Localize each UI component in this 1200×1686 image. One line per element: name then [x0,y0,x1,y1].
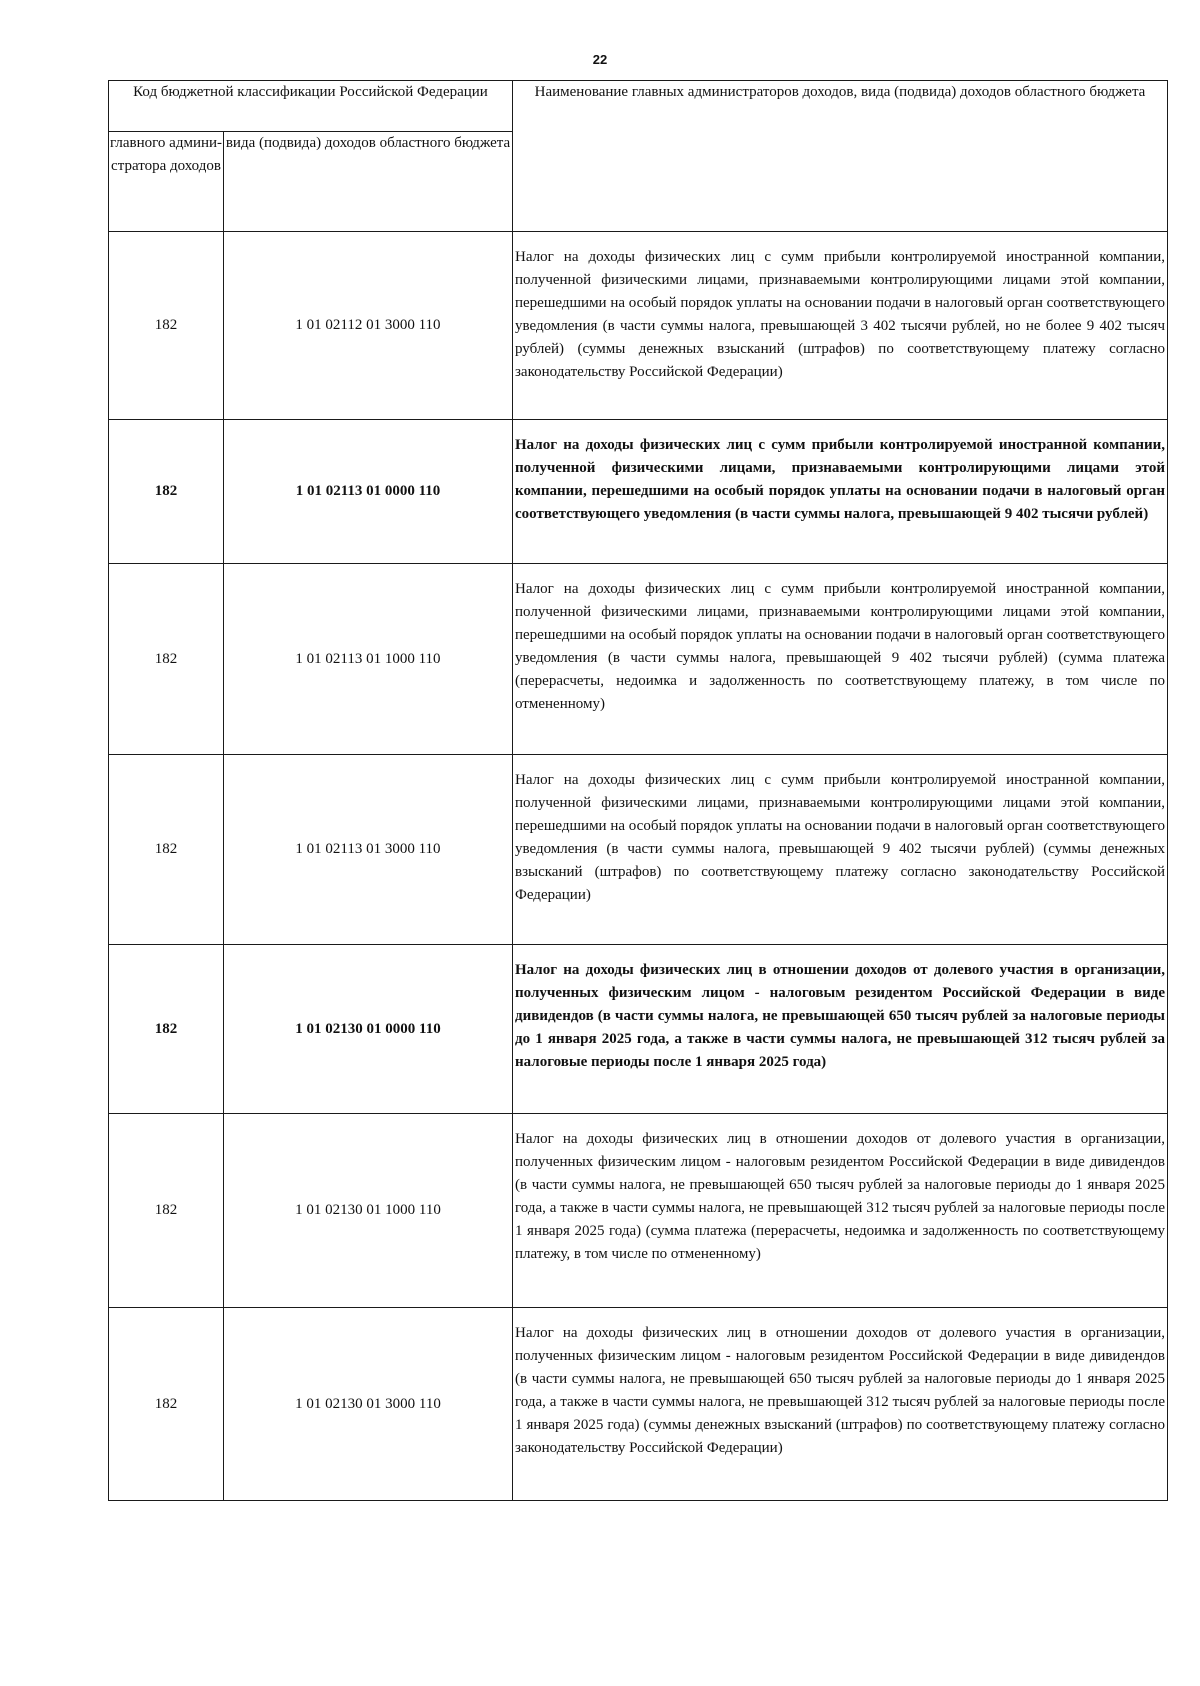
revenue-code-cell: 1 01 02130 01 0000 110 [224,945,513,1114]
page-number: 22 [592,52,608,67]
table-row [109,945,1168,1114]
revenue-code-cell: 1 01 02130 01 3000 110 [224,1308,513,1501]
admin-code-cell: 182 [109,1308,224,1501]
table-body [109,81,1168,1501]
revenue-code-cell: 1 01 02113 01 0000 110 [224,420,513,564]
table-row [109,420,1168,564]
revenue-name-cell: Налог на доходы физических лиц с сумм прибыли контролируемой иностранной компании, полученной физическими лицами, признаваемыми контролирующими лицами этой компании, перешедшими на особый порядок уплаты на основании подачи в налоговый орган соответствующего уведомления (в части суммы налога, превышающей 9 402 тысячи рублей) [513,420,1168,564]
name-header-cell: Наименование главных администраторов доходов, вида (подвида) доходов областного бюджета [513,81,1168,232]
revenue-name-cell: Налог на доходы физических лиц с сумм прибыли контролируемой иностранной компании, полученной физическими лицами, признаваемыми контролирующими лицами этой компании, перешедшими на особый порядок уплаты на основании подачи в налоговый орган соответствующего уведомления (в части суммы налога, превышающей 3 402 тысячи рублей, но не более 9 402 тысяч рублей) (суммы денежных взысканий (штрафов) по соответствующему платежу согласно законодательству Российской Федерации) [513,232,1168,420]
admin-code-cell: 182 [109,755,224,945]
table-row [109,755,1168,945]
admin-code-cell: 182 [109,232,224,420]
admin-header-cell: главного админи-стратора доходов [109,132,224,232]
type-header-cell: вида (подвида) доходов областного бюджета [224,132,513,232]
table-row [109,232,1168,420]
kbk-table [108,80,1168,1501]
revenue-name-cell: Налог на доходы физических лиц в отношении доходов от долевого участия в организации, полученных физическим лицом - налоговым резидентом Российской Федерации в виде дивидендов (в части суммы налога, не превышающей 650 тысяч рублей за налоговые периоды до 1 января 2025 года, а также в части суммы налога, не превышающей 312 тысяч рублей за налоговые периоды после 1 января 2025 года) (сумма платежа (перерасчеты, недоимка и задолженность по соответствующему платежу, в том числе по отмененному) [513,1114,1168,1308]
table-row [109,1114,1168,1308]
header-row [109,81,1168,132]
admin-code-cell: 182 [109,420,224,564]
revenue-name-cell: Налог на доходы физических лиц в отношении доходов от долевого участия в организации, полученных физическим лицом - налоговым резидентом Российской Федерации в виде дивидендов (в части суммы налога, не превышающей 650 тысяч рублей за налоговые периоды до 1 января 2025 года, а также в части суммы налога, не превышающей 312 тысяч рублей за налоговые периоды после 1 января 2025 года) (суммы денежных взысканий (штрафов) по соответствующему платежу согласно законодательству Российской Федерации) [513,1308,1168,1501]
revenue-code-cell: 1 01 02113 01 3000 110 [224,755,513,945]
revenue-name-cell: Налог на доходы физических лиц с сумм прибыли контролируемой иностранной компании, полученной физическими лицами, признаваемыми контролирующими лицами этой компании, перешедшими на особый порядок уплаты на основании подачи в налоговый орган соответствующего уведомления (в части суммы налога, превышающей 9 402 тысячи рублей) (суммы денежных взысканий (штрафов) по соответствующему платежу согласно законодательству Российской Федерации) [513,755,1168,945]
revenue-name-cell: Налог на доходы физических лиц в отношении доходов от долевого участия в организации, полученных физическим лицом - налоговым резидентом Российской Федерации в виде дивидендов (в части суммы налога, не превышающей 650 тысяч рублей за налоговые периоды до 1 января 2025 года, а также в части суммы налога, не превышающей 312 тысяч рублей за налоговые периоды после 1 января 2025 года) [513,945,1168,1114]
admin-code-cell: 182 [109,945,224,1114]
revenue-name-cell: Налог на доходы физических лиц с сумм прибыли контролируемой иностранной компании, полученной физическими лицами, признаваемыми контролирующими лицами этой компании, перешедшими на особый порядок уплаты на основании подачи в налоговый орган соответствующего уведомления (в части суммы налога, превышающей 9 402 тысячи рублей) (сумма платежа (перерасчеты, недоимка и задолженность по соответствующему платежу, в том числе по отмененному) [513,564,1168,755]
kbk-header-cell: Код бюджетной классификации Российской Федерации [109,81,513,132]
admin-code-cell: 182 [109,564,224,755]
revenue-code-cell: 1 01 02113 01 1000 110 [224,564,513,755]
revenue-code-cell: 1 01 02112 01 3000 110 [224,232,513,420]
revenue-code-cell: 1 01 02130 01 1000 110 [224,1114,513,1308]
table-row [109,1308,1168,1501]
table-row [109,564,1168,755]
admin-code-cell: 182 [109,1114,224,1308]
